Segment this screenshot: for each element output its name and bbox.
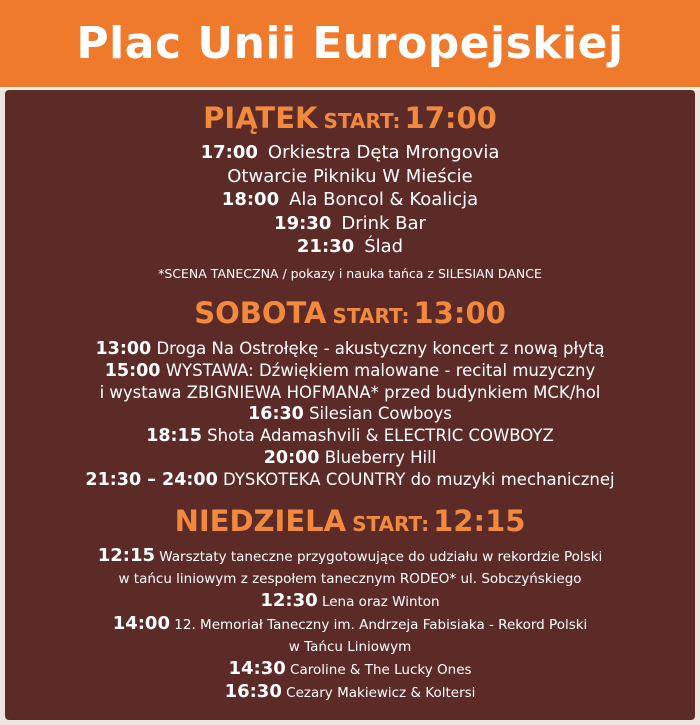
event-time: 12:30 (260, 590, 318, 611)
event-title: Drink Bar (341, 212, 426, 234)
list-item (5, 360, 695, 382)
event-title: 12. Memoriał Taneczny im. Andrzeja Fabisiaka - Rekord Polski (174, 617, 588, 633)
event-time: 17:00 (200, 142, 258, 163)
event-time: 20:00 (263, 448, 320, 468)
day-section-saturday (5, 293, 695, 491)
event-title: w tańcu liniowym z zespołem tanecznym RODEO* ul. Sobczyńskiego (118, 571, 582, 587)
list-item (5, 447, 695, 469)
list-item (5, 636, 695, 658)
event-time: 21:30 (296, 236, 355, 257)
list-item (5, 165, 695, 189)
start-label: START: (352, 512, 430, 536)
start-time: 17:00 (404, 101, 497, 135)
event-title: WYSTAWA: Dźwiękiem malowane - recital muzyczny (165, 361, 596, 380)
day-section-friday (5, 100, 695, 285)
list-item (5, 568, 695, 590)
event-time: 19:30 (274, 212, 332, 234)
day-name: NIEDZIELA (174, 504, 347, 538)
day-section-sunday (5, 502, 695, 704)
event-time: 12:15 (97, 545, 155, 566)
event-time: 14:30 (228, 658, 286, 679)
event-time: 21:30 – 24:00 (85, 470, 218, 490)
day-header (5, 502, 695, 545)
day-name: PIĄTEK (203, 101, 318, 135)
event-time: 18:15 (146, 426, 202, 446)
event-title: Ala Boncol & Koalicja (289, 189, 479, 210)
start-label: START: (332, 304, 410, 328)
event-time: 18:00 (221, 189, 280, 210)
day-name: SOBOTA (194, 296, 327, 330)
start-time: 13:00 (413, 296, 506, 330)
list-item (5, 469, 695, 491)
list-item (5, 141, 695, 165)
event-title: Warsztaty taneczne przygotowujące do udziału w rekordzie Polski (159, 549, 603, 565)
event-title: Blueberry Hill (324, 448, 437, 467)
list-item (5, 338, 695, 360)
list-item (5, 235, 695, 259)
list-item (5, 613, 695, 636)
list-item (5, 658, 695, 681)
list-item (5, 382, 695, 403)
list-item (5, 590, 695, 613)
list-item (5, 403, 695, 425)
page-title: Plac Unii Europejskiej (76, 18, 624, 69)
event-title: Ślad (364, 236, 404, 257)
event-title: w Tańcu Liniowym (288, 639, 412, 655)
event-title: Caroline & The Lucky Ones (290, 662, 472, 678)
event-title: Orkiestra Dęta Mrongovia (267, 142, 500, 163)
list-item (5, 212, 695, 236)
event-time: 13:00 (95, 339, 152, 359)
event-time: 15:00 (104, 361, 161, 381)
list-item (5, 545, 695, 568)
day-header (5, 100, 695, 141)
event-title: DYSKOTEKA COUNTRY do muzyki mechanicznej (223, 470, 615, 489)
start-label: START: (323, 109, 401, 133)
event-title: Shota Adamashvili & ELECTRIC COWBOYZ (207, 426, 554, 445)
event-title: Silesian Cowboys (309, 404, 452, 423)
event-title: Cezary Makiewicz & Koltersi (286, 685, 476, 701)
event-time: 16:30 (248, 404, 304, 424)
schedule-panel (5, 90, 695, 720)
title-banner (0, 0, 700, 90)
event-note: *SCENA TANECZNA / pokazy i nauka tańca z SILESIAN DANCE (158, 265, 542, 281)
event-title: Lena oraz Winton (321, 594, 440, 610)
event-title: i wystawa ZBIGNIEWA HOFMANA* przed budynkiem MCK/hol (99, 383, 601, 402)
event-title: Otwarcie Pikniku W Mieście (227, 165, 473, 187)
list-item (5, 681, 695, 704)
event-title: Droga Na Ostrołękę - akustyczny koncert z nową płytą (156, 339, 605, 358)
event-time: 14:00 (112, 613, 170, 634)
event-time: 16:30 (224, 681, 282, 702)
start-time: 12:15 (433, 504, 526, 538)
day-header (5, 293, 695, 338)
list-item (5, 188, 695, 212)
list-item (5, 425, 695, 447)
